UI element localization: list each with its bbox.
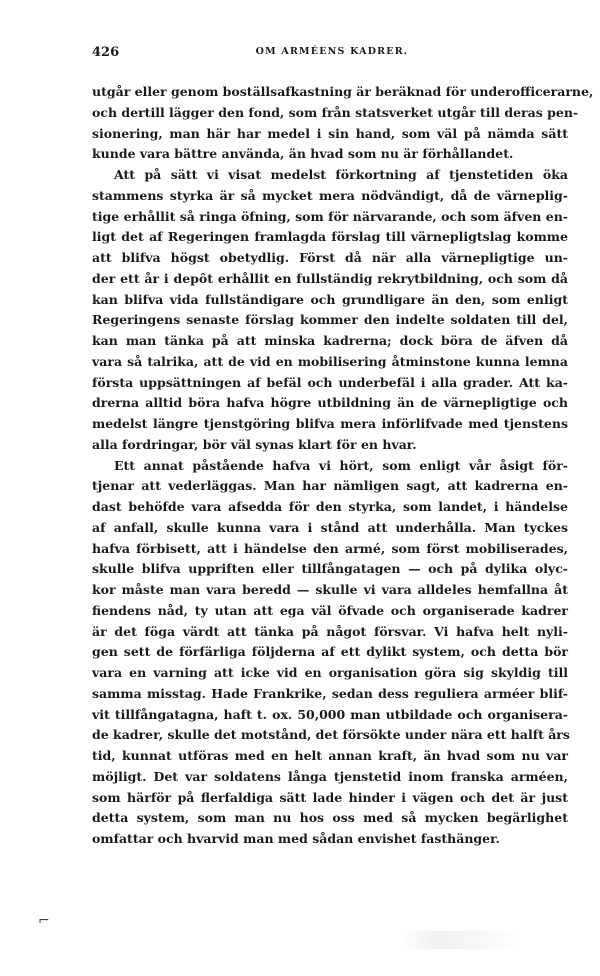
text-line: tid, kunnat utföras med en helt annan kraft, än hvad som nu var [92, 748, 568, 763]
text-line: skulle blifva uppriften eller tillfångatagen — och på dylika olyc- [92, 561, 568, 577]
text-line: omfattar och hvarvid man med sådan envishet fasthänger. [92, 831, 500, 846]
text-line: möjligt. Det var soldatens långa tjenstetid inom franska arméen, [92, 768, 568, 784]
text-line: alla fordringar, bör väl synas klart för en hvar. [92, 436, 417, 452]
page-header [92, 45, 572, 65]
body-text [92, 82, 594, 850]
text-line: dast behöfde vara afsedda för den styrka, som landet, i händelse [92, 499, 568, 514]
text-line: stammens styrka är så mycket mera nödvändigt, då de värneplig- [92, 187, 568, 203]
running-title: OM ARMÉENS KADRER. [255, 46, 409, 57]
text-line: medelst längre tjenstgöring blifva mera införlifvade med tjenstens [92, 416, 568, 431]
text-line: kan man tänka på att minska kadrerna; dock böra de äfven då [92, 333, 568, 348]
text-line: tige erhållit så ringa öfning, som för närvarande, och som äfven en- [92, 208, 568, 224]
text-line: att blifva högst obetydlig. Först då när alla värnepligtige un- [92, 250, 568, 265]
text-line: vara så talrika, att de vid en mobilisering åtminstone kunna lemna [92, 353, 568, 369]
page-number: 426 [92, 45, 120, 60]
text-line: utgår eller genom boställsafkastning är beräknad för underofficerarne, [92, 84, 594, 99]
text-line: är det föga värdt att tänka på något försvar. Vi hafva helt nyli- [92, 623, 568, 639]
text-line: tjenar att vederläggas. Man har nämligen sagt, att kadrerna en- [92, 478, 568, 494]
text-line: hafva förbisett, att i händelse den armé, som först mobiliserades, [92, 540, 568, 556]
text-line: kan blifva vida fullständigare och grundligare än den, som enligt [92, 291, 568, 307]
text-line: som härför på flerfaldiga sätt lade hinder i vägen och det är just [92, 789, 568, 805]
text-line: ligt det af Regeringen framlagda förslag till värnepligtslag komme [92, 229, 568, 245]
text-line: gen sett de förfärliga följderna af ett dylikt system, och detta bör [92, 644, 568, 660]
text-line: de kadrer, skulle det motstånd, det försökte under nära ett halft års [92, 727, 570, 743]
text-line: Ett annat påstående hafva vi hört, som enligt vår åsigt för- [114, 457, 568, 473]
text-line: Regeringens senaste förslag kommer den indelte soldaten till del, [92, 312, 568, 328]
text-line: der ett år i depôt erhållit en fullständig rekrytbildning, och som då [92, 270, 568, 286]
text-line: Att på sätt vi visat medelst förkortning af tjenstetiden öka [114, 167, 568, 182]
text-line: vit tillfångatagna, haft t. ox. 50,000 man utbildade och organisera- [92, 706, 568, 722]
text-line: och dertill lägger den fond, som från statsverket utgår till deras pen- [92, 104, 579, 120]
text-line: vara en varning att icke vid en organisation göra sig skyldig till [92, 665, 568, 680]
text-line: kunde vara bättre använda, än hvad som nu är förhållandet. [92, 146, 514, 162]
text-line: af anfall, skulle kunna vara i stånd att underhålla. Man tyckes [92, 519, 568, 535]
text-line: drerna alltid böra hafva högre utbildning än de värnepligtige och [92, 395, 568, 411]
text-line: första uppsättningen af befäl och underbefäl i alla grader. Att ka- [92, 374, 568, 390]
text-line: fiendens nåd, ty utan att ega väl öfvade och organiserade kadrer [92, 602, 568, 618]
scan-watermark [398, 931, 520, 949]
text-line: samma misstag. Hade Frankrike, sedan dess reguliera arméer blif- [92, 685, 568, 701]
text-line: detta system, som man nu hos oss med så mycken begärlighet [92, 810, 568, 826]
stray-mark: ⌐ [38, 913, 50, 929]
text-line: sionering, man här har medel i sin hand, som väl på nämda sätt [92, 125, 568, 141]
text-line: kor måste man vara beredd — skulle vi vara alldeles hemfallna åt [92, 582, 568, 597]
